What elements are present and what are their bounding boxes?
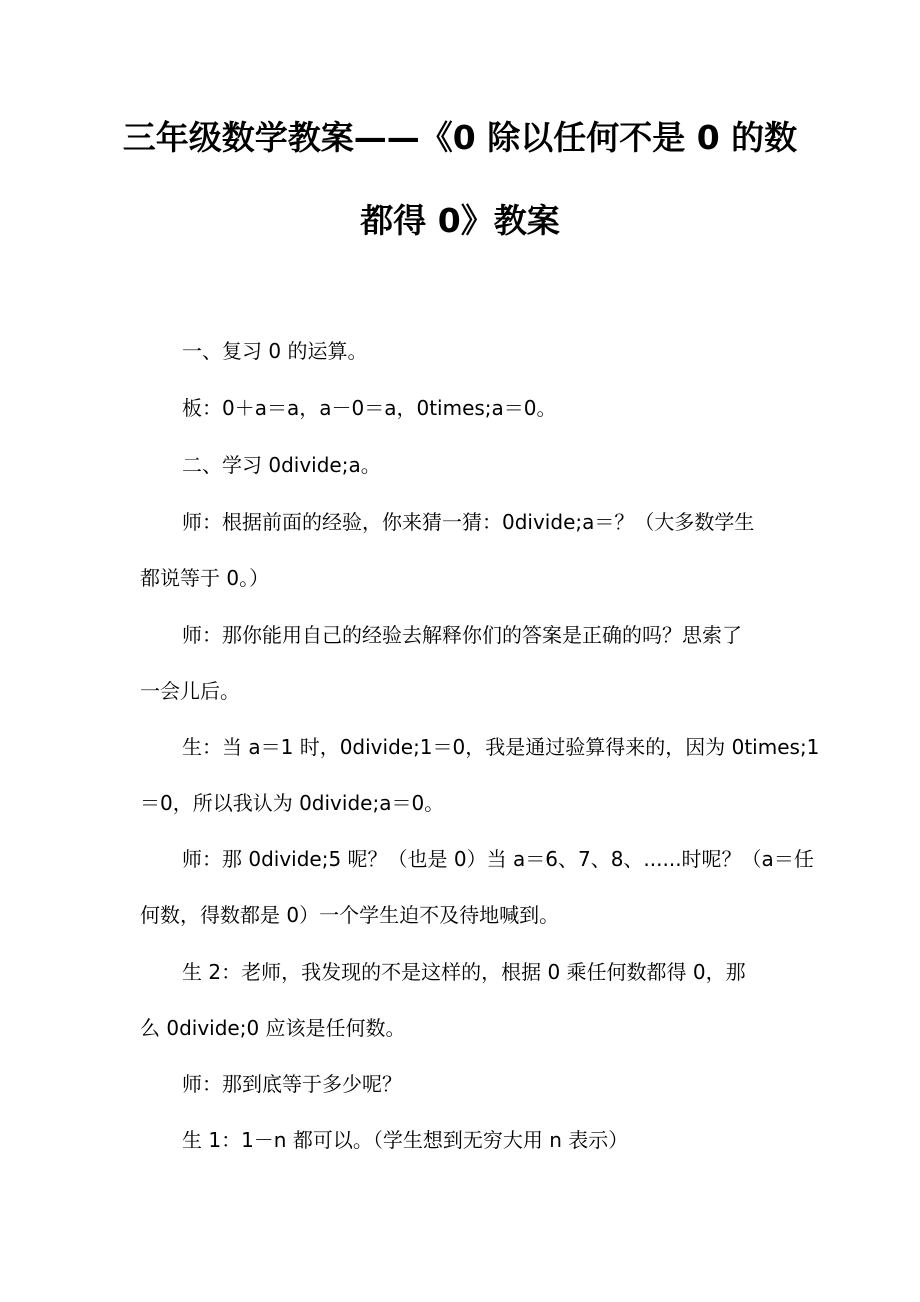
paragraph-student-answer-line-2: ＝0，所以我认为 0divide;a＝0。 — [140, 791, 445, 815]
paragraph-student1-answer: 生 1：1－n 都可以。（学生想到无穷大用 n 表示） — [182, 1128, 629, 1152]
paragraph-teacher-guess-line-2: 都说等于 0。） — [140, 566, 270, 590]
paragraph-student-answer-line-1: 生：当 a＝1 时，0divide;1＝0，我是通过验算得来的，因为 0times;1 — [182, 735, 820, 759]
paragraph-student2-line-2: 么 0divide;0 应该是任何数。 — [140, 1016, 406, 1040]
document-title-line-2: 都得 0》教案 — [360, 201, 560, 240]
paragraph-teacher-explain-line-1: 师：那你能用自己的经验去解释你们的答案是正确的吗？思索了 — [182, 623, 742, 647]
paragraph-review-heading: 一、复习 0 的运算。 — [182, 339, 368, 363]
paragraph-teacher-question-line-1: 师：那 0divide;5 呢？（也是 0）当 a＝6、7、8、......时呢？（a＝任 — [182, 847, 814, 871]
document-title-line-1: 三年级数学教案——《0 除以任何不是 0 的数 — [122, 118, 798, 157]
paragraph-board: 板：0＋a＝a，a－0＝a，0times;a＝0。 — [182, 396, 557, 420]
paragraph-learn-heading: 二、学习 0divide;a。 — [182, 453, 381, 477]
paragraph-teacher-final-question: 师：那到底等于多少呢？ — [182, 1072, 402, 1096]
paragraph-student2-line-1: 生 2：老师，我发现的不是这样的，根据 0 乘任何数都得 0，那 — [182, 960, 746, 984]
paragraph-teacher-explain-line-2: 一会儿后。 — [140, 679, 240, 703]
paragraph-teacher-guess-line-1: 师：根据前面的经验，你来猜一猜：0divide;a＝？（大多数学生 — [182, 510, 755, 534]
paragraph-teacher-question-line-2: 何数，得数都是 0）一个学生迫不及待地喊到。 — [140, 903, 560, 927]
